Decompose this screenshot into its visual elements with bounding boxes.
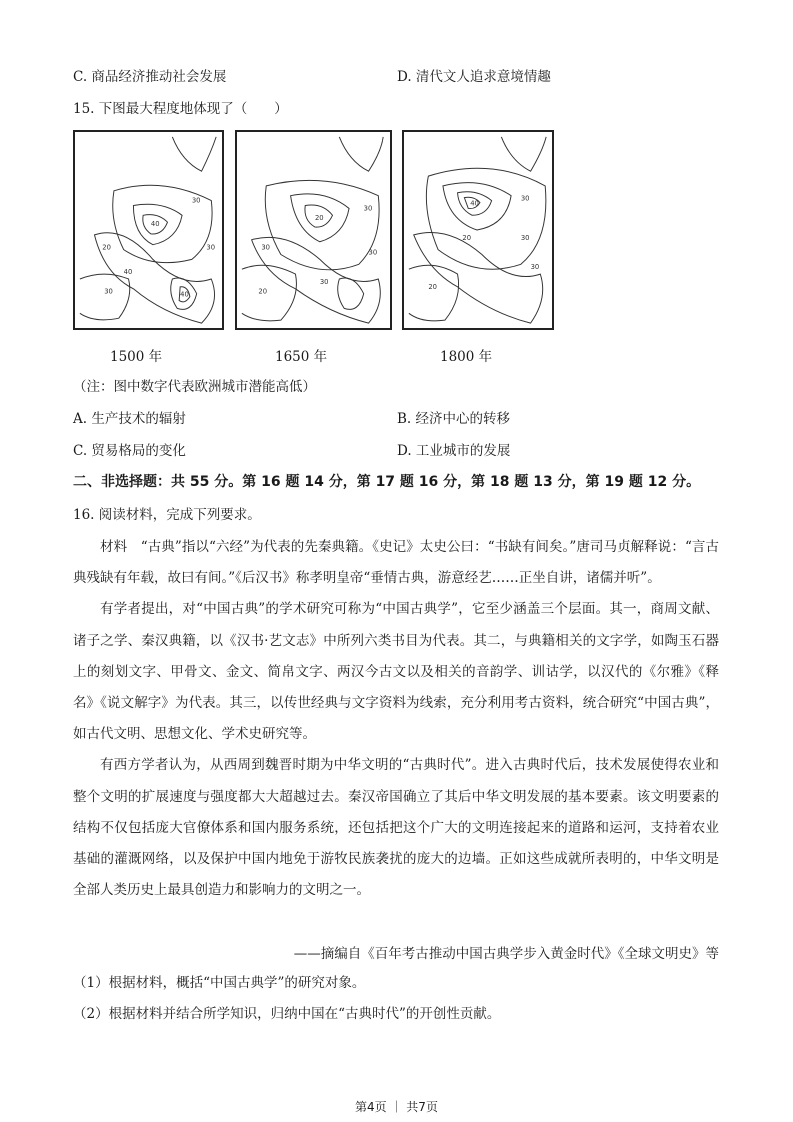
q16-paragraph: 材料 “古典”指以“六经”为代表的先秦典籍。《史记》太史公曰：“书缺有间矣。”唐司马贞解释说：“言古典残缺有年载，故曰有间。”《后汉书》称孝明皇帝“垂情古典，游意经艺……正坐自讲，诸儒并听”。 [73,539,719,587]
q16-sub2: （2）根据材料并结合所学知识，归纳中国在“古典时代”的开创性贡献。 [73,1006,501,1022]
map-1800-label: 30 [520,233,530,242]
map-caption-1800: 1800 年 [440,349,493,365]
q14-option-d: D. 清代文人追求意境情趣 [397,69,551,85]
q15-option-c: C. 贸易格局的变化 [73,443,186,459]
map-1500-label: 30 [191,196,201,205]
map-1500-label: 40 [123,268,133,277]
q16-material [73,532,719,906]
map-1500-label: 30 [206,243,216,252]
map-1800-label: 30 [530,263,540,272]
map-1650-label: 30 [363,204,373,213]
q15-option-a: A. 生产技术的辐射 [73,411,186,427]
q15-option-b: B. 经济中心的转移 [397,411,511,427]
map-1650-label: 30 [368,248,378,257]
q16-paragraph: 有学者提出，对“中国古典”的学术研究可称为“中国古典学”，它至少涵盖三个层面。其一，商周文献、诸子之学、秦汉典籍，以《汉书·艺文志》中所列六类书目为代表。其二，与典籍相关的文字学，如陶玉石器上的刻划文字、甲骨文、金文、简帛文字、两汉今古文以及相关的音韵学、训诂学，以汉代的《尔雅》《释名》《说文解字》为代表。其三，以传世经典与文字资料为线索，充分利用考古资料，统合研究“中国古典”，如古代文明、思想文化、学术史研究等。 [73,601,719,743]
section-heading: 二、非选择题：共 55 分。第 16 题 14 分，第 17 题 16 分，第 18 题 13 分，第 19 题 12 分。 [73,474,701,490]
q15-option-d: D. 工业城市的发展 [397,443,511,459]
map-1650-label: 30 [261,243,271,252]
europe-map-1500 [73,130,224,330]
map-1800-label: 30 [520,194,530,203]
map-1800-label: 40 [470,199,479,208]
map-caption-1650: 1650 年 [275,349,328,365]
map-1800-label: 20 [428,282,438,291]
map-1650-label: 20 [258,287,268,296]
map-1800-label: 20 [462,233,472,242]
europe-map-1650 [235,130,392,330]
map-1500-label: 20 [102,243,111,252]
q14-option-c: C. 商品经济推动社会发展 [73,69,227,85]
q16-stem: 16. 阅读材料，完成下列要求。 [73,507,261,523]
map-1650-label: 20 [314,214,324,223]
page-footer: 第4页 ｜ 共7页 [355,1100,438,1114]
q15-note: （注：图中数字代表欧洲城市潜能高低） [73,379,316,395]
q16-source: ——摘编自《百年考古推动中国古典学步入黄金时代》《全球文明史》等 [293,946,719,962]
q15-stem: 15. 下图最大程度地体现了（ ） [73,101,288,117]
map-1500-label: 30 [104,287,113,296]
q16-sub1: （1）根据材料，概括“中国古典学”的研究对象。 [73,975,366,991]
map-1500-label: 40 [180,290,189,299]
map-caption-1500: 1500 年 [110,349,163,365]
map-1500-label: 40 [150,220,160,229]
europe-map-1800 [402,130,554,330]
q16-paragraph: 有西方学者认为，从西周到魏晋时期为中华文明的“古典时代”。进入古典时代后，技术发展使得农业和整个文明的扩展速度与强度都大大超越过去。秦汉帝国确立了其后中华文明发展的基本要素。该文明要素的结构不仅包括庞大官僚体系和国内服务系统，还包括把这个广大的文明连接起来的道路和运河，支持着农业基础的灌溉网络，以及保护中国内地免于游牧民族袭扰的庞大的边墙。正如这些成就所表明的，中华文明是全部人类历史上最具创造力和影响力的文明之一。 [73,757,719,899]
map-1650-label: 30 [319,277,329,286]
